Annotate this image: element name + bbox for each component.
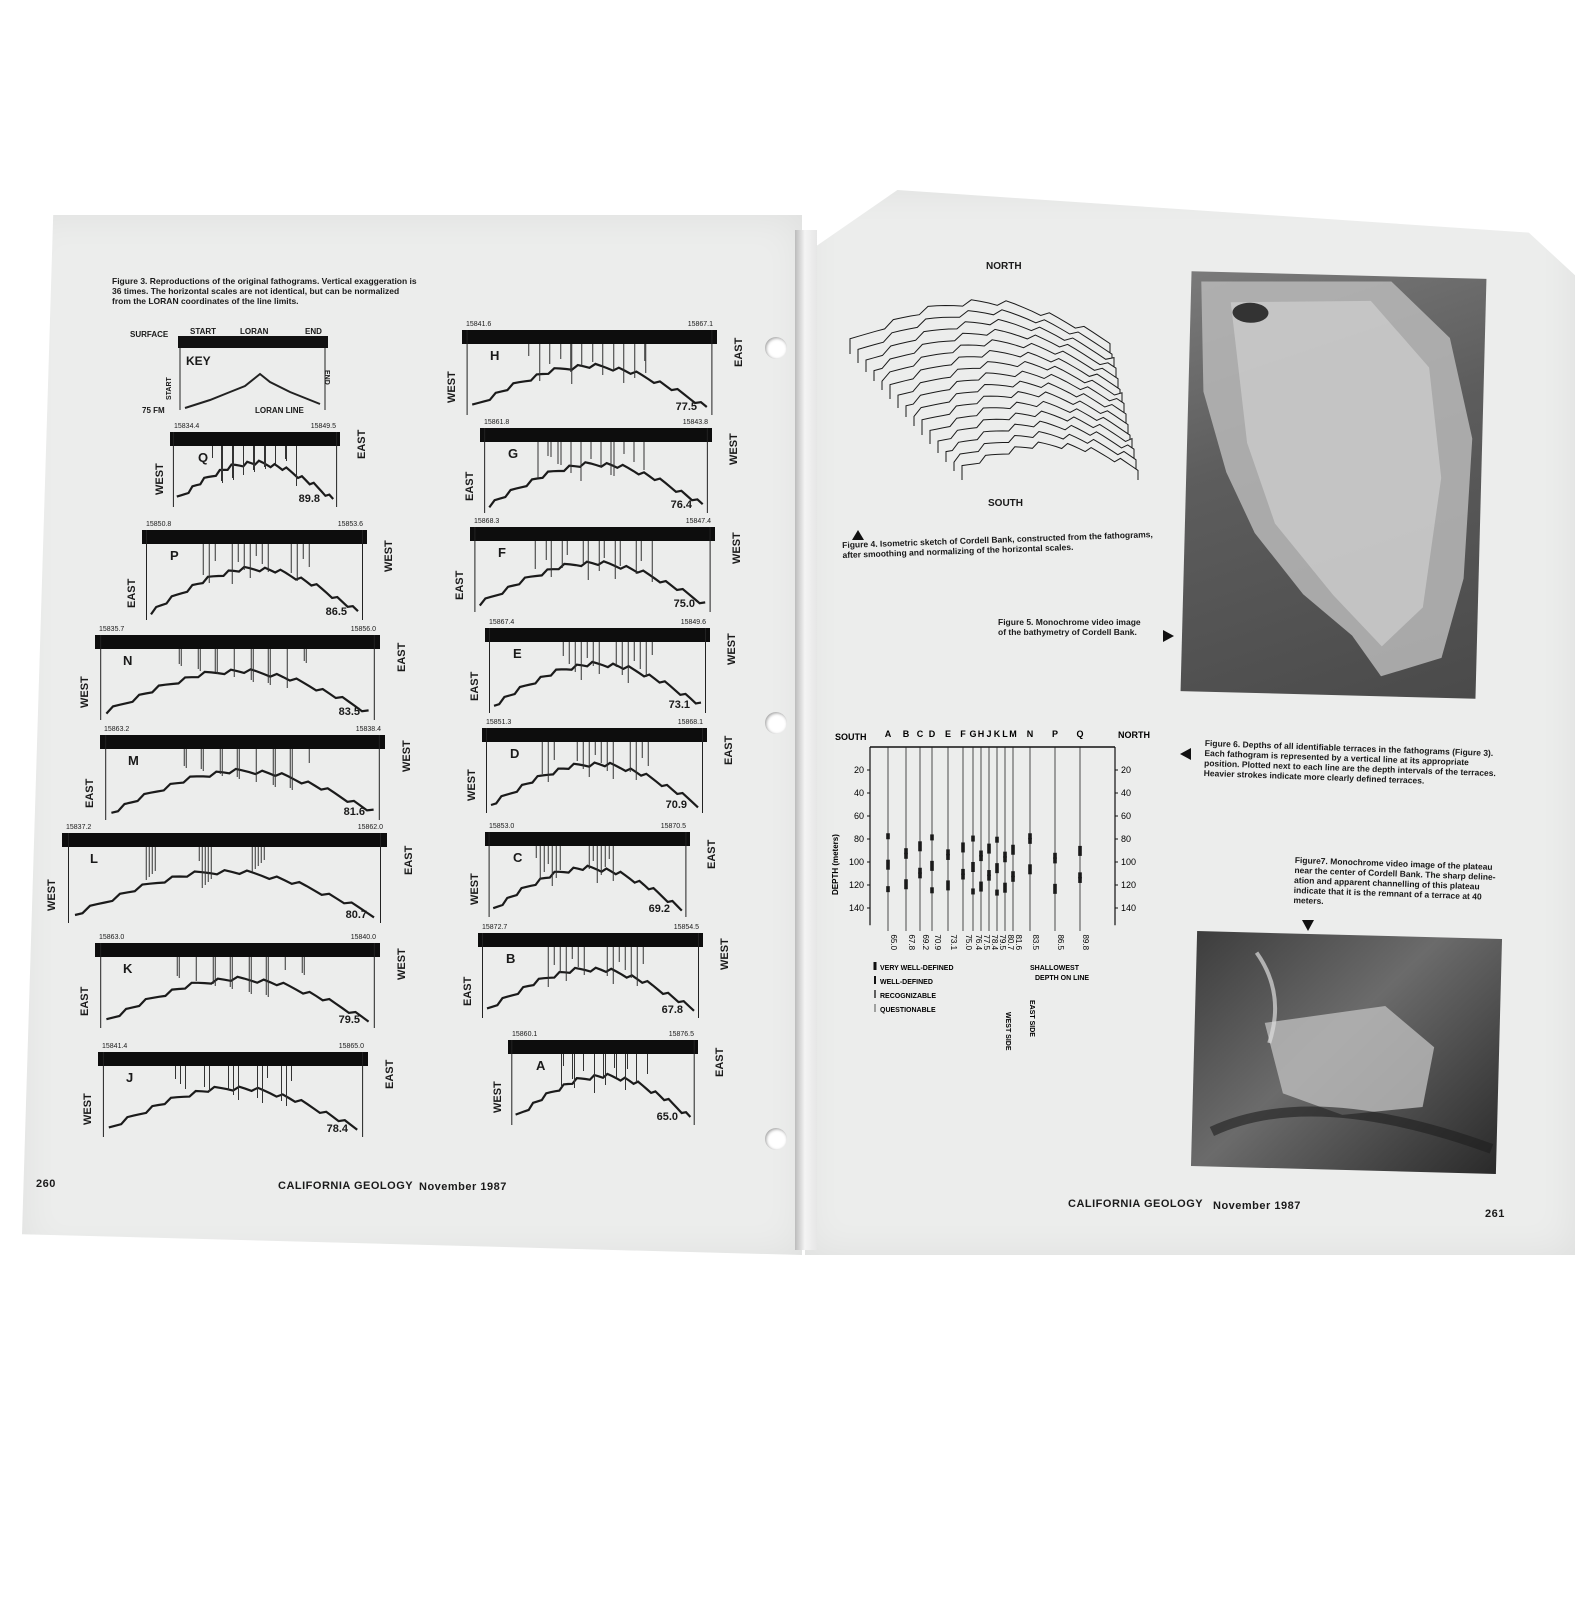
fathogram-loran-start: 15860.1 xyxy=(512,1031,538,1038)
fathogram-right-direction: EAST xyxy=(714,1047,726,1077)
fathogram-right-direction: WEST xyxy=(396,948,408,980)
fathogram-right-direction: EAST xyxy=(733,337,745,367)
fig6-line-letter: J xyxy=(986,729,992,739)
fig6-terrace-mark xyxy=(904,879,908,889)
fathogram-key xyxy=(130,327,340,420)
fathogram-panel xyxy=(79,626,408,720)
fathogram-loran-start: 15853.0 xyxy=(489,823,515,830)
fig6-y-tick-label: 20 xyxy=(853,765,864,775)
fig4-north-label: NORTH xyxy=(986,261,1022,272)
fig6-line-letter: F xyxy=(960,729,966,739)
fathogram-right-direction: WEST xyxy=(719,938,731,970)
fathogram-right-direction: WEST xyxy=(383,540,395,572)
fig6-bottom-value: 70.9 xyxy=(933,934,942,951)
fig6-line-letter: M xyxy=(1009,729,1017,739)
fig6-line-letter: N xyxy=(1026,729,1034,739)
fig6-line-letter: L xyxy=(1002,729,1008,739)
fathogram-left-direction: WEST xyxy=(154,463,166,495)
fig6-terrace-mark xyxy=(979,882,983,892)
fathogram-panel xyxy=(464,419,740,513)
fathogram-bottom-value: 80.7 xyxy=(345,909,367,921)
fathogram-loran-end: 15840.0 xyxy=(350,934,376,941)
fathogram-right-direction: EAST xyxy=(403,845,415,875)
fig6-terrace-mark xyxy=(886,860,890,870)
fathogram-left-direction: EAST xyxy=(126,578,138,608)
fig6-terrace-mark xyxy=(1053,884,1057,894)
fathogram-bottom-value: 69.2 xyxy=(648,903,670,915)
fathogram-loran-end: 15854.5 xyxy=(673,924,699,931)
fig6-terrace-mark xyxy=(1003,883,1007,893)
fig6-terrace-mark xyxy=(946,849,950,855)
fig6-line-letter: K xyxy=(993,729,1001,739)
fathogram-bottom-value: 78.4 xyxy=(326,1123,348,1135)
fig6-line-letter: B xyxy=(902,729,910,739)
fig6-y-axis-label: DEPTH (meters) xyxy=(831,834,840,895)
fathogram-bottom-value: 79.5 xyxy=(338,1014,360,1026)
fathogram-loran-end: 15867.1 xyxy=(687,321,713,328)
fig6-terrace-mark xyxy=(1053,853,1057,859)
fig6-bottom-value: 76.4 xyxy=(974,934,983,951)
fig6-terrace-mark xyxy=(995,890,999,896)
fig6-legend-label: VERY WELL-DEFINED xyxy=(880,965,954,972)
fig6-south-label: SOUTH xyxy=(835,732,867,742)
fig6-terrace-mark xyxy=(1011,871,1015,877)
fathogram-loran-end: 15868.1 xyxy=(677,719,703,726)
fig6-terrace-mark xyxy=(971,888,975,894)
left-footer-journal: CALIFORNIA GEOLOGY xyxy=(278,1180,414,1192)
fig6-terrace-mark xyxy=(961,842,965,852)
fathogram-loran-start: 15861.8 xyxy=(484,419,510,426)
fathogram-left-direction: EAST xyxy=(454,570,466,600)
fathogram-profile xyxy=(62,833,387,923)
fig6-terrace-mark xyxy=(971,862,975,872)
fathogram-letter: N xyxy=(123,653,133,668)
fig6-north-label: NORTH xyxy=(1118,730,1150,740)
right-footer-journal: CALIFORNIA GEOLOGY xyxy=(1068,1198,1204,1210)
fathogram-bottom-trace xyxy=(111,769,373,813)
punch-hole xyxy=(765,712,787,734)
fig6-terrace-mark xyxy=(1011,845,1015,855)
fathogram-profile xyxy=(95,635,380,720)
fathogram-bottom-trace xyxy=(106,977,368,1022)
fig5-pointer-icon xyxy=(1163,630,1174,642)
fathogram-bottom-value: 77.5 xyxy=(675,401,697,413)
punch-hole xyxy=(765,1128,787,1150)
fathogram-letter: G xyxy=(508,446,519,461)
fig6-y-tick-label-right: 40 xyxy=(1121,788,1132,798)
fathogram-panel xyxy=(82,1043,396,1137)
fathogram-loran-end: 15843.8 xyxy=(682,419,708,426)
fig6-terrace-mark xyxy=(930,861,934,871)
fig6-bottom-value: 65.0 xyxy=(889,934,898,951)
fig6-y-tick-label: 40 xyxy=(853,788,864,798)
fig7-caption: Figure7. Monochrome video image of the plateau near the center of Cordell Bank. The sharp deline- ation and apparent channelling of this plateau indicate that it is the remnant of a terrace at 40 meters. xyxy=(1293,855,1496,907)
fig6-y-tick-label: 140 xyxy=(848,903,864,913)
fig6-terrace-mark xyxy=(1003,852,1007,858)
fig6-terrace-mark xyxy=(979,851,983,857)
fathogram-panel xyxy=(46,824,415,923)
fathogram-bottom-trace xyxy=(106,669,368,713)
fathogram-loran-start: 15835.7 xyxy=(99,626,125,633)
fathogram-right-direction: EAST xyxy=(723,735,735,765)
fathogram-panel xyxy=(446,321,745,415)
fathogram-letter: K xyxy=(123,961,133,976)
fathogram-letter: P xyxy=(170,548,179,563)
fig6-legend-label: WELL-DEFINED xyxy=(880,979,933,986)
figure3-caption: Figure 3. Reproductions of the original fathograms. Vertical exaggeration is 36 times. The horizontal scales are not identical, but can be normalized from the LORAN coordinates of the line limits. xyxy=(112,276,417,306)
fathogram-loran-start: 15841.4 xyxy=(102,1043,128,1050)
fig4-caption: Figure 4. Isometric sketch of Cordell Bank, constructed from the fathograms, after smoothing and normalizing of the horizontal scales. xyxy=(842,529,1153,560)
fathogram-letter: J xyxy=(126,1070,134,1085)
key-start-label: START xyxy=(190,327,217,336)
fathogram-loran-end: 15853.6 xyxy=(337,521,363,528)
fathogram-right-direction: EAST xyxy=(356,429,368,459)
fig6-legend-depth-on-line: DEPTH ON LINE xyxy=(1035,975,1090,982)
fig6-bottom-value: 81.6 xyxy=(1014,934,1023,951)
fig6-bottom-value: 69.2 xyxy=(921,934,930,951)
fig6-bottom-value: 79.5 xyxy=(998,934,1007,951)
fig6-line-letter: C xyxy=(916,729,924,739)
fathogram-bottom-value: 83.5 xyxy=(338,706,360,718)
fathogram-left-direction: EAST xyxy=(79,986,91,1016)
fathogram-loran-end: 15847.4 xyxy=(685,518,711,525)
right-page-number: 261 xyxy=(1485,1208,1505,1220)
fathogram-loran-start: 15841.6 xyxy=(466,321,492,328)
fathogram-left-direction: EAST xyxy=(462,976,474,1006)
fig6-bottom-value: 89.8 xyxy=(1081,934,1090,951)
fig6-terrace-mark xyxy=(918,868,922,874)
fig6-terrace-mark xyxy=(1078,846,1082,856)
fathogram-panel xyxy=(154,423,368,507)
fathogram-letter: Q xyxy=(198,450,209,465)
fathogram-right-direction: EAST xyxy=(706,839,718,869)
fathogram-loran-start: 15834.4 xyxy=(174,423,200,430)
fathogram-letter: M xyxy=(128,753,139,768)
fathogram-loran-start: 15872.7 xyxy=(482,924,508,931)
fathogram-loran-end: 15849.6 xyxy=(680,619,706,626)
fig6-legend-east-side: EAST SIDE xyxy=(1028,1000,1035,1037)
fig6-legend-label: RECOGNIZABLE xyxy=(880,993,936,1000)
fathogram-right-direction: WEST xyxy=(731,532,743,564)
fig6-caption: Figure 6. Depths of all identifiable terraces in the fathograms (Figure 3). Each fathogram is represented by a vertical line at its appropriate position. Plotted next to each line are the depth intervals of the terraces. Heavier strokes indicate more clearly defined terraces. xyxy=(1203,738,1497,786)
fathogram-left-direction: EAST xyxy=(84,778,96,808)
fathogram-panel xyxy=(466,719,735,813)
fathogram-loran-start: 15850.8 xyxy=(146,521,172,528)
fig6-terrace-mark xyxy=(987,870,991,876)
fathogram-left-direction: WEST xyxy=(492,1081,504,1113)
fathogram-panel xyxy=(462,924,731,1018)
fig6-y-tick-label-right: 60 xyxy=(1121,811,1132,821)
fig6-y-tick-label-right: 120 xyxy=(1121,880,1137,890)
fig6-line-letter: E xyxy=(944,729,952,739)
fathogram-right-direction: WEST xyxy=(726,633,738,665)
fathogram-letter: E xyxy=(513,646,522,661)
fig6-bottom-value: 80.7 xyxy=(1006,934,1015,951)
fathogram-panel xyxy=(469,619,738,713)
fathogram-bottom-value: 65.0 xyxy=(656,1111,678,1123)
fig6-legend-label: QUESTIONABLE xyxy=(880,1007,936,1014)
fathogram-letter: H xyxy=(490,348,500,363)
fathogram-letter: C xyxy=(513,850,523,865)
fig4-south-label: SOUTH xyxy=(988,498,1023,509)
fathogram-letter: B xyxy=(506,951,516,966)
fig6-bottom-value: 86.5 xyxy=(1056,934,1065,951)
fig6-line-letter: G xyxy=(969,729,977,739)
fathogram-left-direction: WEST xyxy=(46,879,58,911)
fathogram-loran-start: 15837.2 xyxy=(66,824,92,831)
fig6-terrace-mark xyxy=(930,834,934,840)
fathogram-panel xyxy=(79,934,408,1028)
fig6-line-letter: D xyxy=(928,729,936,739)
right-footer-date: November 1987 xyxy=(1213,1200,1301,1212)
fig6-y-tick-label-right: 100 xyxy=(1121,857,1137,867)
fig6-terrace-mark xyxy=(918,841,922,851)
fathogram-bottom-value: 70.9 xyxy=(665,799,687,811)
key-start-side-label: START xyxy=(166,377,173,400)
fig7-pointer-icon xyxy=(1302,920,1314,931)
fathogram-loran-start: 15868.3 xyxy=(474,518,500,525)
fathogram-letter: L xyxy=(90,851,98,866)
fathogram-letter: F xyxy=(498,545,506,560)
fig6-pointer-icon xyxy=(1180,748,1191,760)
fig6-terrace-mark xyxy=(995,837,999,843)
fig7-plateau-image xyxy=(1191,931,1502,1174)
fig6-terrace-mark xyxy=(886,886,890,892)
fig4-isometric-sketch xyxy=(840,272,1170,502)
fathogram-bottom-value: 89.8 xyxy=(298,493,320,505)
key-surface-label: SURFACE xyxy=(130,330,169,339)
fig6-bottom-value: 83.5 xyxy=(1031,934,1040,951)
punch-hole xyxy=(765,337,787,359)
fathogram-bottom-value: 81.6 xyxy=(343,806,365,818)
fathogram-letter: D xyxy=(510,746,520,761)
fathogram-loran-start: 15863.0 xyxy=(99,934,125,941)
fig6-terrace-mark xyxy=(946,880,950,890)
fig6-terrace-mark xyxy=(930,887,934,893)
left-page-number: 260 xyxy=(36,1178,56,1190)
fig6-terrace-mark xyxy=(1028,864,1032,874)
fig6-line-letter: P xyxy=(1051,729,1059,739)
fathogram-right-direction: EAST xyxy=(396,642,408,672)
fig6-terrace-mark xyxy=(995,863,999,873)
fathogram-loran-start: 15867.4 xyxy=(489,619,515,626)
fathogram-bottom-value: 86.5 xyxy=(325,606,347,618)
fig7-plateau-relief xyxy=(1191,931,1502,1174)
fig6-terrace-mark xyxy=(1078,872,1082,878)
fig6-terrace-mark xyxy=(961,869,965,875)
key-title: KEY xyxy=(186,354,211,368)
fathogram-left-direction: WEST xyxy=(79,676,91,708)
key-end-label: END xyxy=(305,327,322,336)
key-depth-label: 75 FM xyxy=(142,406,165,415)
fig6-y-tick-label: 120 xyxy=(848,880,864,890)
fathogram-left-direction: WEST xyxy=(82,1093,94,1125)
fathogram-bottom-trace xyxy=(480,561,705,605)
key-loran-line-label: LORAN LINE xyxy=(255,406,304,415)
fig6-bottom-value: 78.4 xyxy=(990,934,999,951)
fathogram-loran-end: 15849.5 xyxy=(310,423,336,430)
fig6-terrace-mark xyxy=(904,848,908,854)
fig6-y-tick-label-right: 20 xyxy=(1121,765,1132,775)
binding-gutter xyxy=(795,230,817,1250)
fig5-bank-relief xyxy=(1181,271,1487,699)
fig6-terrace-mark xyxy=(1028,833,1032,839)
fathogram-panel xyxy=(84,726,413,820)
fathogram-panel xyxy=(454,518,743,612)
fig6-terrace-mark xyxy=(971,836,975,842)
fathogram-panel xyxy=(126,521,395,620)
fig6-y-tick-label-right: 80 xyxy=(1121,834,1132,844)
fathogram-loran-start: 15851.3 xyxy=(486,719,512,726)
fig6-terrace-depth-chart xyxy=(830,725,1160,1055)
fathogram-left-direction: EAST xyxy=(464,471,476,501)
fathogram-profile xyxy=(100,735,385,820)
fig6-line-letter: Q xyxy=(1076,729,1084,739)
fathogram-profile xyxy=(95,943,380,1028)
fathogram-loran-end: 15865.0 xyxy=(338,1043,364,1050)
fathogram-left-direction: WEST xyxy=(466,769,478,801)
fathogram-loran-end: 15876.5 xyxy=(668,1031,694,1038)
fathogram-bottom-value: 73.1 xyxy=(668,699,690,711)
fathogram-bottom-trace xyxy=(75,870,374,917)
fig6-bottom-value: 67.8 xyxy=(907,934,916,951)
fig6-y-tick-label: 80 xyxy=(853,834,864,844)
fathogram-loran-end: 15870.5 xyxy=(660,823,686,830)
left-footer-date: November 1987 xyxy=(419,1181,507,1193)
fig6-y-tick-label-right: 140 xyxy=(1121,903,1137,913)
fathogram-panel xyxy=(492,1031,726,1125)
fathogram-bottom-trace xyxy=(472,364,707,407)
key-loran-label: LORAN xyxy=(240,327,269,336)
fig6-y-tick-label: 100 xyxy=(848,857,864,867)
fathogram-left-direction: EAST xyxy=(469,671,481,701)
fathogram-bottom-value: 67.8 xyxy=(661,1004,683,1016)
fathogram-loran-end: 15838.4 xyxy=(355,726,381,733)
fig6-legend-west-side: WEST SIDE xyxy=(1004,1012,1011,1051)
fathogram-loran-end: 15862.0 xyxy=(357,824,383,831)
fig6-y-tick-label: 60 xyxy=(853,811,864,821)
fathogram-loran-start: 15863.2 xyxy=(104,726,130,733)
fig6-bottom-value: 73.1 xyxy=(949,934,958,951)
fathogram-bottom-value: 75.0 xyxy=(673,598,695,610)
fig6-bottom-value: 75.0 xyxy=(964,934,973,951)
fathogram-bottom-value: 76.4 xyxy=(670,499,692,511)
fathogram-right-direction: WEST xyxy=(728,433,740,465)
fathogram-left-direction: WEST xyxy=(469,873,481,905)
fig5-caption: Figure 5. Monochrome video image of the bathymetry of Cordell Bank. xyxy=(998,617,1141,637)
fathogram-right-direction: EAST xyxy=(384,1059,396,1089)
fig6-bottom-value: 77.5 xyxy=(982,934,991,951)
fig6-terrace-mark xyxy=(987,844,991,854)
fathogram-loran-end: 15856.0 xyxy=(350,626,376,633)
key-end-side-label: END xyxy=(323,370,330,385)
fig6-terrace-mark xyxy=(886,833,890,839)
fathogram-left-direction: WEST xyxy=(446,371,458,403)
fathogram-letter: A xyxy=(536,1058,546,1073)
fig6-legend-shallowest: SHALLOWEST xyxy=(1030,965,1079,972)
fig6-line-letter: A xyxy=(884,729,892,739)
fig6-line-letter: H xyxy=(977,729,985,739)
fig5-bathymetry-image xyxy=(1181,271,1487,699)
fathogram-right-direction: WEST xyxy=(401,740,413,772)
fathogram-panel xyxy=(469,823,718,917)
